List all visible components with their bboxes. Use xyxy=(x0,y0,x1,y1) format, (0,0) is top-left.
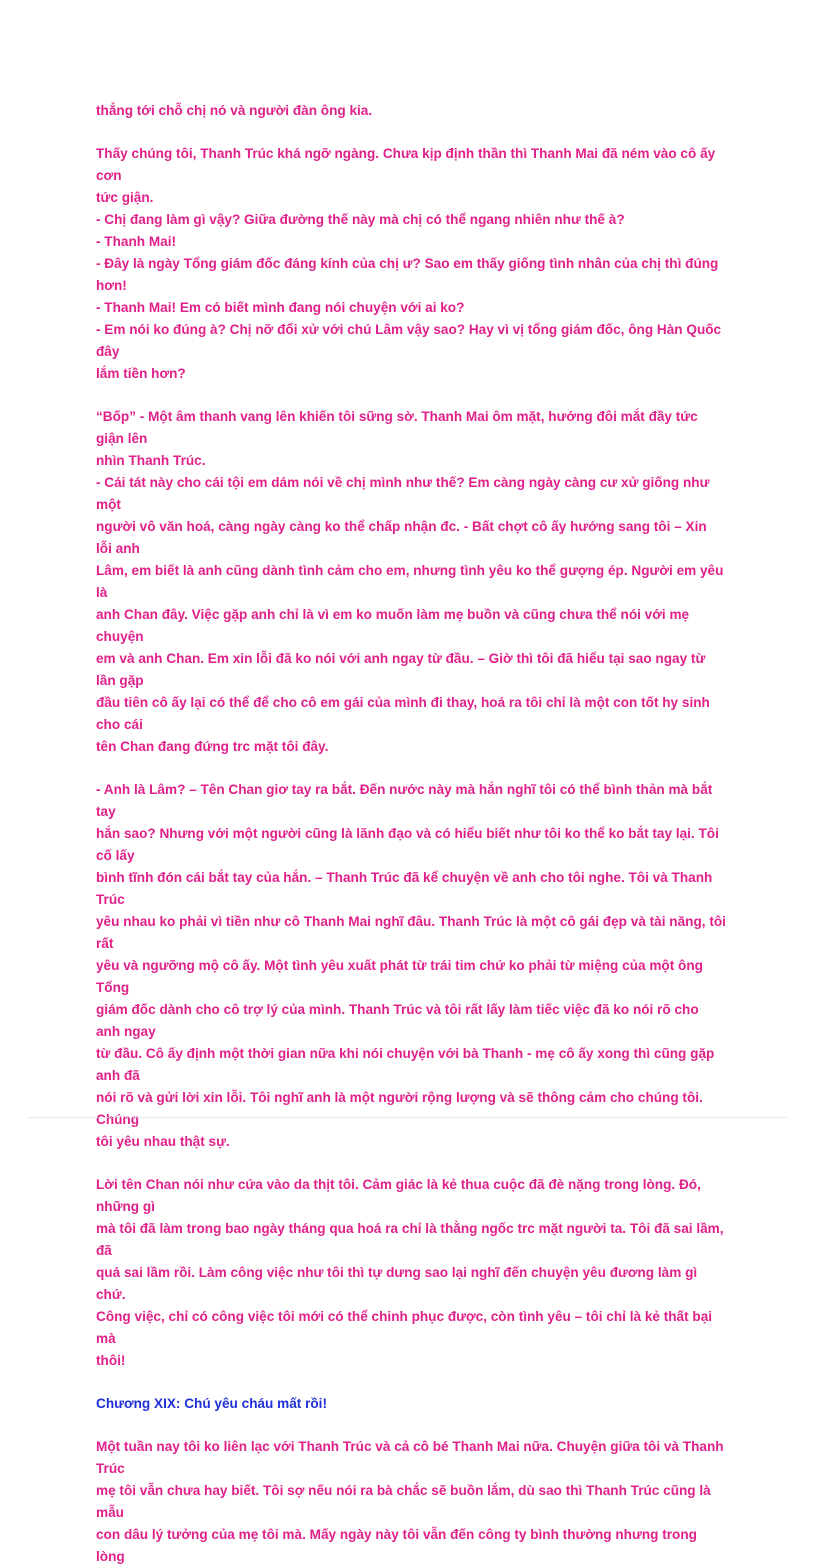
text-line: anh Chan đây. Việc gặp anh chỉ là vì em ko muốn làm mẹ buồn và cũng chưa thể nói với mẹ chuyện xyxy=(96,607,690,644)
paragraph-gap xyxy=(96,758,726,779)
text-line: tên Chan đang đứng trc mặt tôi đây. xyxy=(96,739,329,754)
text-line: con dâu lý tưởng của mẹ tôi mà. Mấy ngày này tôi vẫn đến công ty bình thường nhưng trong lòng xyxy=(96,1527,697,1564)
text-line: hắn sao? Nhưng với một người cũng là lãnh đạo và có hiểu biết như tôi ko thể ko bắt tay lại. Tôi cố lấy xyxy=(96,826,719,863)
dialogue-line: - Em nói ko đúng à? Chị nỡ đổi xử với chú Lâm vậy sao? Hay vì vị tổng giám đốc, ông Hàn Quốc đây xyxy=(96,322,722,359)
text-line: em và anh Chan. Em xin lỗi đã ko nói với anh ngay từ đầu. – Giờ thì tôi đã hiểu tại sao ngay từ lần gặp xyxy=(96,651,706,688)
paragraph-gap xyxy=(96,122,726,143)
page-bottom-divider xyxy=(28,1117,788,1118)
text-line: người vô văn hoá, càng ngày càng ko thể chấp nhận đc. - Bất chợt cô ấy hướng sang tôi – Xin lỗi anh xyxy=(96,519,707,556)
text-line: giám đốc dành cho cô trợ lý của mình. Thanh Trúc và tôi rất lấy làm tiếc việc đã ko nói rõ cho anh ngay xyxy=(96,1002,699,1039)
dialogue-line: - Cái tát này cho cái tội em dám nói về chị mình như thế? Em càng ngày càng cư xử giống như một xyxy=(96,475,710,512)
text-line: từ đầu. Cô ấy định một thời gian nữa khi nói chuyện với bà Thanh - mẹ cô ấy xong thì cũng gặp anh đã xyxy=(96,1046,715,1083)
text-line: tôi yêu nhau thật sự. xyxy=(96,1134,230,1149)
text-line: Công việc, chỉ có công việc tôi mới có thể chinh phục được, còn tình yêu – tôi chỉ là kẻ thất bại mà xyxy=(96,1309,713,1346)
text-line: đầu tiên cô ấy lại có thể để cho cô em gái của mình đi thay, hoá ra tôi chỉ là một con tốt hy sinh cho cái xyxy=(96,695,710,732)
dialogue-line: - Anh là Lâm? – Tên Chan giơ tay ra bắt. Đến nước này mà hắn nghĩ tôi có thể bình thản mà bắt tay xyxy=(96,782,713,819)
text-line: Lâm, em biết là anh cũng dành tình cảm cho em, nhưng tình yêu ko thể gượng ép. Người em yêu là xyxy=(96,563,724,600)
paragraph-gap xyxy=(96,1372,726,1393)
text-line: bình tĩnh đón cái bắt tay của hắn. – Thanh Trúc đã kể chuyện về anh cho tôi nghe. Tôi và Thanh Trúc xyxy=(96,870,713,907)
dialogue-line: - Thanh Mai! Em có biết mình đang nói chuyện với ai ko? xyxy=(96,300,465,315)
dialogue-line: - Đây là ngày Tổng giám đốc đáng kính của chị ư? Sao em thấy giống tình nhân của chị thì đúng hơn! xyxy=(96,256,719,293)
text-line: lắm tiền hơn? xyxy=(96,366,186,381)
paragraph-gap xyxy=(96,1153,726,1174)
text-line: yêu và ngưỡng mộ cô ấy. Một tình yêu xuất phát từ trái tim chứ ko phải từ miệng của một ông Tổng xyxy=(96,958,703,995)
text-line: nói rõ và gửi lời xin lỗi. Tôi nghĩ anh là một người rộng lượng và sẽ thông cảm cho chúng tôi. Chúng xyxy=(96,1090,703,1127)
text-line: Một tuần nay tôi ko liên lạc với Thanh Trúc và cả cô bé Thanh Mai nữa. Chuyện giữa tôi và Thanh Trúc xyxy=(96,1439,724,1476)
dialogue-line: - Chị đang làm gì vậy? Giữa đường thế này mà chị có thể ngang nhiên như thế à? xyxy=(96,212,625,227)
text-line: mẹ tôi vẫn chưa hay biết. Tôi sợ nếu nói ra bà chắc sẽ buồn lắm, dù sao thì Thanh Trúc cũng là mẫu xyxy=(96,1483,711,1520)
text-line: thẳng tới chỗ chị nó và người đàn ông kia. xyxy=(96,103,373,118)
paragraph-gap xyxy=(96,385,726,406)
chapter-heading: Chương XIX: Chú yêu cháu mất rồi! xyxy=(96,1396,327,1411)
text-line: “Bốp” - Một âm thanh vang lên khiến tôi sững sờ. Thanh Mai ôm mặt, hướng đôi mắt đầy tức giận lên xyxy=(96,409,698,446)
text-line: Thấy chúng tôi, Thanh Trúc khá ngỡ ngàng. Chưa kịp định thần thì Thanh Mai đã ném vào cô ấy cơn xyxy=(96,146,716,183)
text-line: yêu nhau ko phải vì tiền như cô Thanh Mai nghĩ đâu. Thanh Trúc là một cô gái đẹp và tài năng, tôi rất xyxy=(96,914,726,951)
dialogue-line: - Thanh Mai! xyxy=(96,234,177,249)
text-line: thôi! xyxy=(96,1353,126,1368)
text-line: tức giận. xyxy=(96,190,154,205)
paragraph-gap xyxy=(96,1415,726,1436)
text-line: Lời tên Chan nói như cứa vào da thịt tôi. Cảm giác là kẻ thua cuộc đã đè nặng trong lòng. Đó, những gì xyxy=(96,1177,701,1214)
document-body xyxy=(96,100,726,1568)
text-line: quá sai lầm rồi. Làm công việc như tôi thì tự dưng sao lại nghĩ đến chuyện yêu đương làm gì chứ. xyxy=(96,1265,698,1302)
text-line: mà tôi đã làm trong bao ngày tháng qua hoá ra chỉ là thằng ngốc trc mặt người ta. Tôi đã sai lầm, đã xyxy=(96,1221,724,1258)
text-line: nhìn Thanh Trúc. xyxy=(96,453,206,468)
